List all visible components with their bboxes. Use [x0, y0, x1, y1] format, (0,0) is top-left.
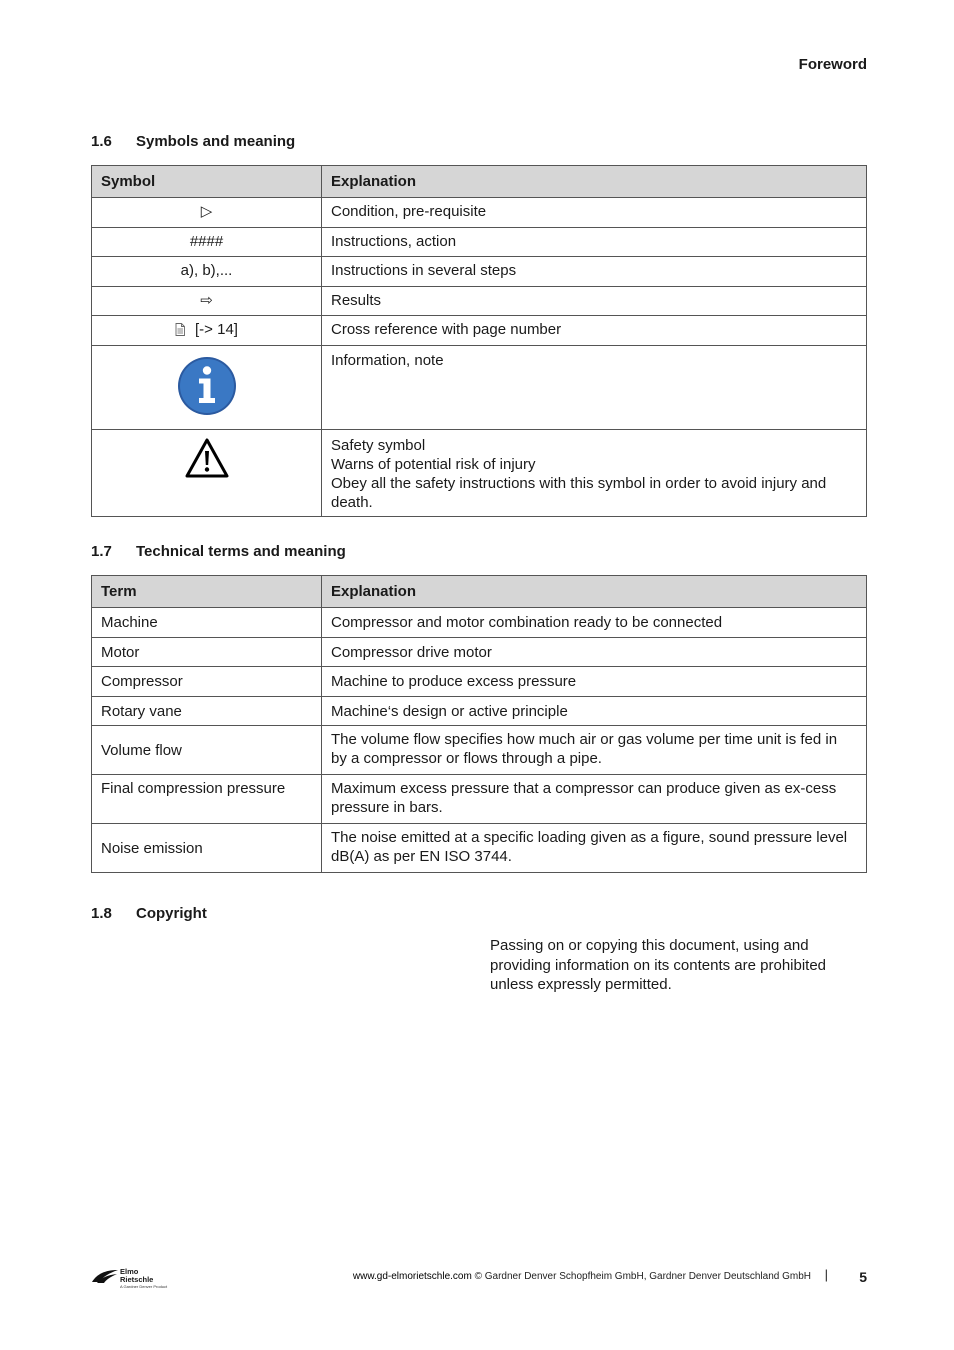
section-title: Copyright — [136, 905, 207, 922]
table-header-row — [92, 166, 867, 198]
term-cell: Noise emission — [92, 824, 322, 873]
explanation-cell: Condition, pre-requisite — [322, 198, 867, 228]
explanation-cell: Machine‘s design or active principle — [322, 697, 867, 726]
section-heading-symbols — [91, 133, 295, 150]
symbol-cross-reference — [92, 316, 322, 346]
term-cell: Final compression pressure — [92, 775, 322, 824]
table-row — [92, 608, 867, 638]
table-row — [92, 726, 867, 775]
explanation-cell: Maximum excess pressure that a compressor can produce given as ex-cess pressure in bars. — [322, 775, 867, 824]
column-header-symbol: Symbol — [92, 166, 322, 198]
term-cell: Volume flow — [92, 726, 322, 775]
table-row — [92, 316, 867, 346]
explanation-cell: Compressor drive motor — [322, 638, 867, 667]
footer-company: © Gardner Denver Schopfheim GmbH, Gardner Denver Deutschland GmbH — [471, 1271, 811, 1282]
column-header-explanation: Explanation — [322, 166, 867, 198]
explanation-cell: Cross reference with page number — [322, 316, 867, 346]
table-row — [92, 346, 867, 430]
term-cell: Motor — [92, 638, 322, 667]
logo-line: Elmo — [120, 1267, 139, 1276]
warning-triangle-icon — [185, 438, 229, 483]
page-number: 5 — [859, 1269, 867, 1285]
term-cell: Compressor — [92, 667, 322, 697]
term-cell: Machine — [92, 608, 322, 638]
explanation-cell: The noise emitted at a specific loading given as a figure, sound pressure level dB(A) as per EN ISO 3744. — [322, 824, 867, 873]
cross-reference-text: [-> 14] — [195, 321, 238, 338]
table-row — [92, 697, 867, 726]
document-icon — [175, 322, 185, 341]
symbols-table — [91, 165, 867, 517]
table-header-row — [92, 576, 867, 608]
section-heading-copyright — [91, 905, 207, 922]
section-title: Technical terms and meaning — [136, 543, 346, 560]
explanation-line: Safety symbol — [331, 437, 426, 454]
table-row — [92, 824, 867, 873]
table-row — [92, 287, 867, 316]
page-header-title: Foreword — [798, 56, 867, 73]
symbol-instructions: #### — [92, 228, 322, 257]
symbol-steps: a), b),... — [92, 257, 322, 287]
explanation-line: Obey all the safety instructions with this symbol in order to avoid injury and death. — [331, 475, 827, 511]
table-row — [92, 667, 867, 697]
column-header-explanation: Explanation — [322, 576, 867, 608]
explanation-cell: Results — [322, 287, 867, 316]
explanation-cell: Machine to produce excess pressure — [322, 667, 867, 697]
column-header-term: Term — [92, 576, 322, 608]
information-icon — [177, 356, 237, 421]
section-number: 1.7 — [91, 543, 112, 560]
footer-url-link[interactable]: www.gd-elmorietschle.com — [352, 1271, 472, 1282]
symbol-condition: ▷ — [92, 198, 322, 228]
table-row — [92, 638, 867, 667]
table-row — [92, 430, 867, 517]
brand-logo-icon — [91, 1268, 119, 1289]
explanation-cell — [322, 430, 867, 517]
table-row — [92, 775, 867, 824]
table-row — [92, 228, 867, 257]
table-row — [92, 198, 867, 228]
symbol-safety — [92, 430, 322, 517]
footer-copyright — [353, 1271, 811, 1282]
term-cell: Rotary vane — [92, 697, 322, 726]
section-title: Symbols and meaning — [136, 133, 296, 150]
terms-table — [91, 575, 867, 873]
logo-line: Rietschle — [120, 1274, 154, 1284]
explanation-cell: Instructions, action — [322, 228, 867, 257]
footer-separator: | — [824, 1267, 828, 1282]
brand-logo-subtitle: A Gardner Denver Product — [120, 1284, 168, 1289]
explanation-line: Warns of potential risk of injury — [331, 456, 536, 473]
brand-logo-text — [120, 1268, 153, 1283]
section-number: 1.6 — [91, 133, 112, 150]
symbol-results: ⇨ — [92, 287, 322, 316]
explanation-cell: Instructions in several steps — [322, 257, 867, 287]
table-row — [92, 257, 867, 287]
copyright-text: Passing on or copying this document, using and providing information on its contents are prohibited unless expressly permitted. — [490, 937, 827, 993]
symbol-information — [92, 346, 322, 430]
explanation-cell: Information, note — [322, 346, 867, 430]
explanation-cell: The volume flow specifies how much air or gas volume per time unit is fed in by a compressor or flows through a pipe. — [322, 726, 867, 775]
section-number: 1.8 — [91, 905, 112, 922]
explanation-cell: Compressor and motor combination ready to be connected — [322, 608, 867, 638]
section-heading-terms — [91, 543, 346, 560]
